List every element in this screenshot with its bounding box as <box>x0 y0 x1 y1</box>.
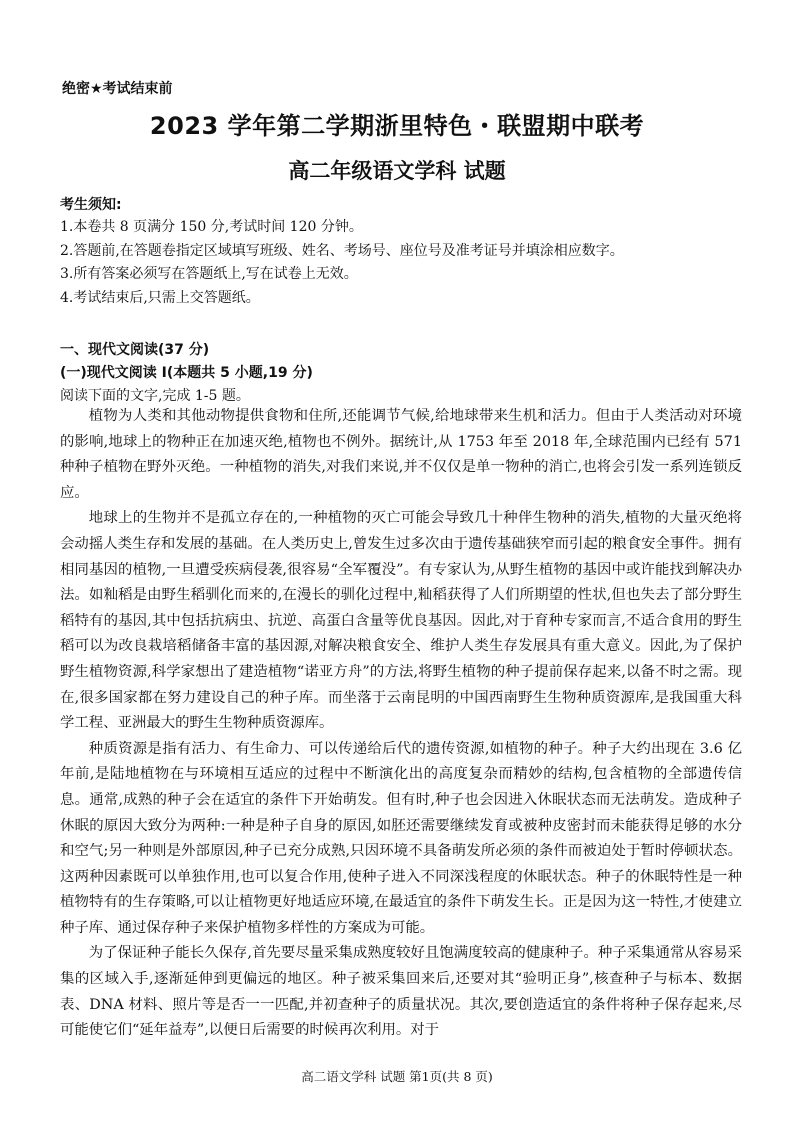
passage-paragraph: 为了保证种子能长久保存,首先要尽量采集成熟度较好且饱满度较高的健康种子。种子采集通常从容易采集的区域入手,逐渐延伸到更偏远的地区。种子被采集回来后,还要对其“验明正身”,核查种子与标本、数据表、DNA 材料、照片等是否一一匹配,并初查种子的质量状况。其次,要创造适宜的条件将种子保存起来,尽可能使它们“延年益寿”,以便日后需要的时候再次利用。对于 <box>60 945 742 1039</box>
notice-title: 考生须知: <box>60 197 122 213</box>
notice-item: 1.本卷共 8 页满分 150 分,考试时间 120 分钟。 <box>60 219 363 235</box>
section-heading: 一、现代文阅读(37 分) <box>60 342 210 358</box>
passage-paragraph: 植物为人类和其他动物提供食物和住所,还能调节气候,给地球带来生机和活力。但由于人类活动对环境的影响,地球上的物种正在加速灭绝,植物也不例外。据统计,从 1753 年至 2018 年,全球范围内已经有 571 种种子植物在野外灭绝。一种植物的消失,对我们来说,并不仅仅是单一物种的消亡,也将会引发一系列连锁反应。 <box>60 408 742 501</box>
notice-item: 3.所有答案必须写在答题纸上,写在试卷上无效。 <box>60 266 358 282</box>
notice-list <box>60 216 750 310</box>
reading-passage <box>60 404 742 1044</box>
subsection-heading: (一)现代文阅读 I(本题共 5 小题,19 分) <box>60 365 313 381</box>
confidential-label: 绝密★考试结束前 <box>62 81 173 97</box>
passage-paragraph: 种质资源是指有活力、有生命力、可以传递给后代的遗传资源,如植物的种子。种子大约出现在 3.6 亿年前,是陆地植物在与环境相互适应的过程中不断演化出的高度复杂而精妙的结构,包含植物的全部遗传信息。通常,成熟的种子会在适宜的条件下开始萌发。但有时,种子也会因进入休眠状态而无法萌发。造成种子休眠的原因大致分为两种:一种是种子自身的原因,如胚还需要继续发育或被种皮密封而未能获得足够的水分和空气;另一种则是外部原因,种子已充分成熟,只因环境不具备萌发所必须的条件而被迫处于暂时停顿状态。这两种因素既可以单独作用,也可以复合作用,使种子进入不同深浅程度的休眠状态。种子的休眠特性是一种植物特有的生存策略,可以让植物更好地适应环境,在最适宜的条件下萌发生长。正是因为这一特性,才使建立种子库、通过保存种子来保护植物多样性的方案成为可能。 <box>60 740 742 936</box>
exam-subtitle: 高二年级语文学科 试题 <box>288 159 506 183</box>
notice-item: 2.答题前,在答题卷指定区域填写班级、姓名、考场号、座位号及准考证号并填涂相应数字。 <box>60 242 624 259</box>
notice-item: 4.考试结束后,只需上交答题纸。 <box>60 289 260 306</box>
exam-title: 2023 学年第二学期浙里特色・联盟期中联考 <box>149 112 645 140</box>
page-footer: 高二语文学科 试题 第1页(共 8 页) <box>301 1069 493 1084</box>
passage-paragraph: 地球上的生物并不是孤立存在的,一种植物的灭亡可能会导致几十种伴生物种的消失,植物的大量灭绝将会动摇人类生存和发展的基础。在人类历史上,曾发生过多次由于遗传基础狭窄而引起的粮食安全事件。拥有相同基因的植物,一旦遭受疾病侵袭,很容易“全军覆没”。有专家认为,从野生植物的基因中或许能找到解决办法。如籼稻是由野生稻驯化而来的,在漫长的驯化过程中,籼稻获得了人们所期望的性状,但也失去了部分野生稻特有的基因,其中包括抗病虫、抗逆、高蛋白含量等优良基因。因此,对于育种专家而言,不适合食用的野生稻可以为改良栽培稻储备丰富的基因源,对解决粮食安全、维护人类生存发展具有重大意义。因此,为了保护野生植物资源,科学家想出了建造植物“诺亚方舟”的方法,将野生植物的种子提前保存起来,以备不时之需。现在,很多国家都在努力建设自己的种子库。而坐落于云南昆明的中国西南野生生物种质资源库,是我国重大科学工程、亚洲最大的野生生物种质资源库。 <box>60 510 742 732</box>
reading-instruction: 阅读下面的文字,完成 1-5 题。 <box>60 388 250 404</box>
